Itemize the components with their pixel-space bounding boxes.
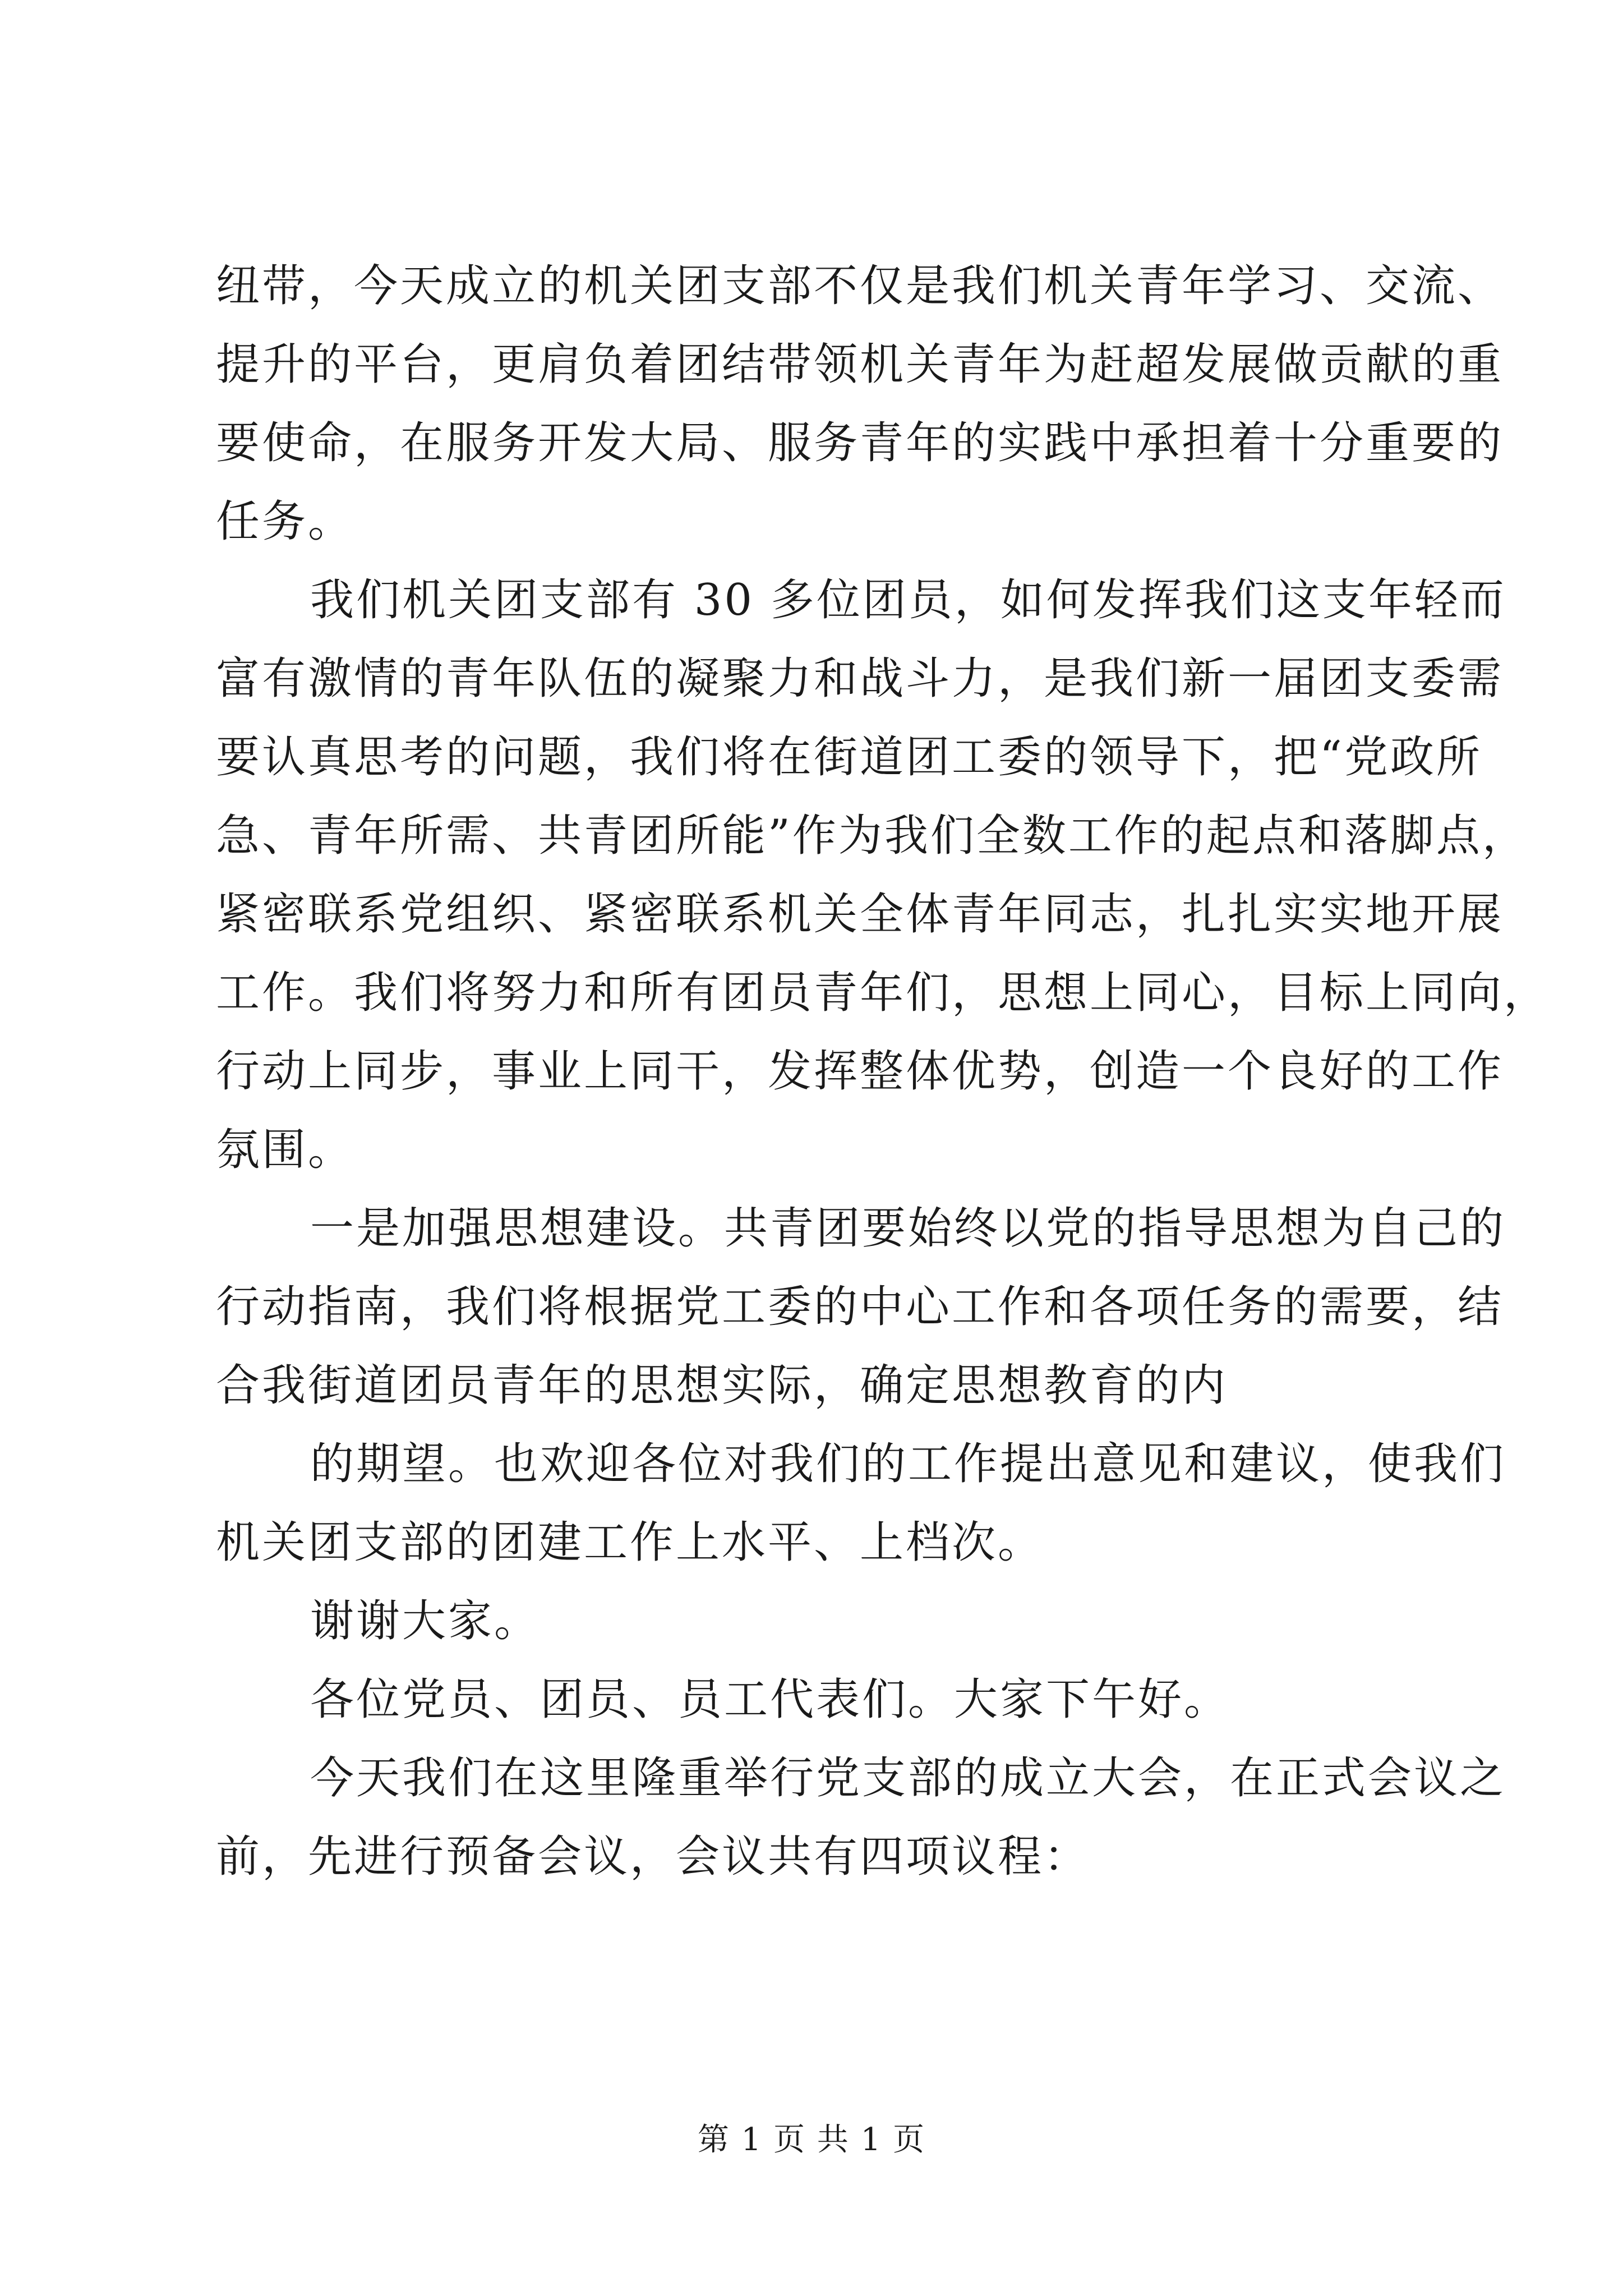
text-line: 前，先进行预备会议，会议共有四项议程： [216,1832,1090,1882]
document-body [216,247,1550,1896]
paragraph-first-line: 各位党员、团员、员工代表们。大家下午好。 [310,1674,1230,1725]
text-line: 任务。 [216,496,354,547]
text-line: 要认真思考的问题，我们将在街道团工委的领导下，把“党政所 [216,732,1482,783]
page-footer: 第 1 页 共 1 页 [697,2122,926,2158]
text-line: 机关团支部的团建工作上水平、上档次。 [216,1517,1044,1568]
paragraph-first-line: 一是加强思想建设。共青团要始终以党的指导思想为自己的 [310,1203,1506,1254]
text-line: 紧密联系党组织、紧密联系机关全体青年同志，扎扎实实地开展 [216,889,1504,940]
text-line: 纽带，今天成立的机关团支部不仅是我们机关青年学习、交流、 [216,261,1504,311]
text-line: 急、青年所需、共青团所能”作为我们全数工作的起点和落脚点， [216,811,1528,861]
text-line: 提升的平台，更肩负着团结带领机关青年为赶超发展做贡献的重 [216,339,1504,390]
text-line: 氛围。 [216,1125,354,1175]
paragraph-first-line: 我们机关团支部有 30 多位团员，如何发挥我们这支年轻而 [310,575,1506,625]
text-line: 行动指南，我们将根据党工委的中心工作和各项任务的需要，结 [216,1282,1504,1332]
text-line: 行动上同步，事业上同干，发挥整体优势，创造一个良好的工作 [216,1046,1504,1097]
text-line: 工作。我们将努力和所有团员青年们，思想上同心，目标上同向， [216,968,1550,1018]
text-line: 合我街道团员青年的思想实际，确定思想教育的内 [216,1360,1228,1411]
paragraph-first-line: 的期望。也欢迎各位对我们的工作提出意见和建议，使我们 [310,1439,1506,1489]
paragraph-first-line: 今天我们在这里隆重举行党支部的成立大会，在正式会议之 [310,1753,1506,1803]
paragraph-first-line: 谢谢大家。 [310,1596,541,1646]
text-line: 要使命，在服务开发大局、服务青年的实践中承担着十分重要的 [216,418,1504,468]
text-line: 富有激情的青年队伍的凝聚力和战斗力，是我们新一届团支委需 [216,654,1504,704]
